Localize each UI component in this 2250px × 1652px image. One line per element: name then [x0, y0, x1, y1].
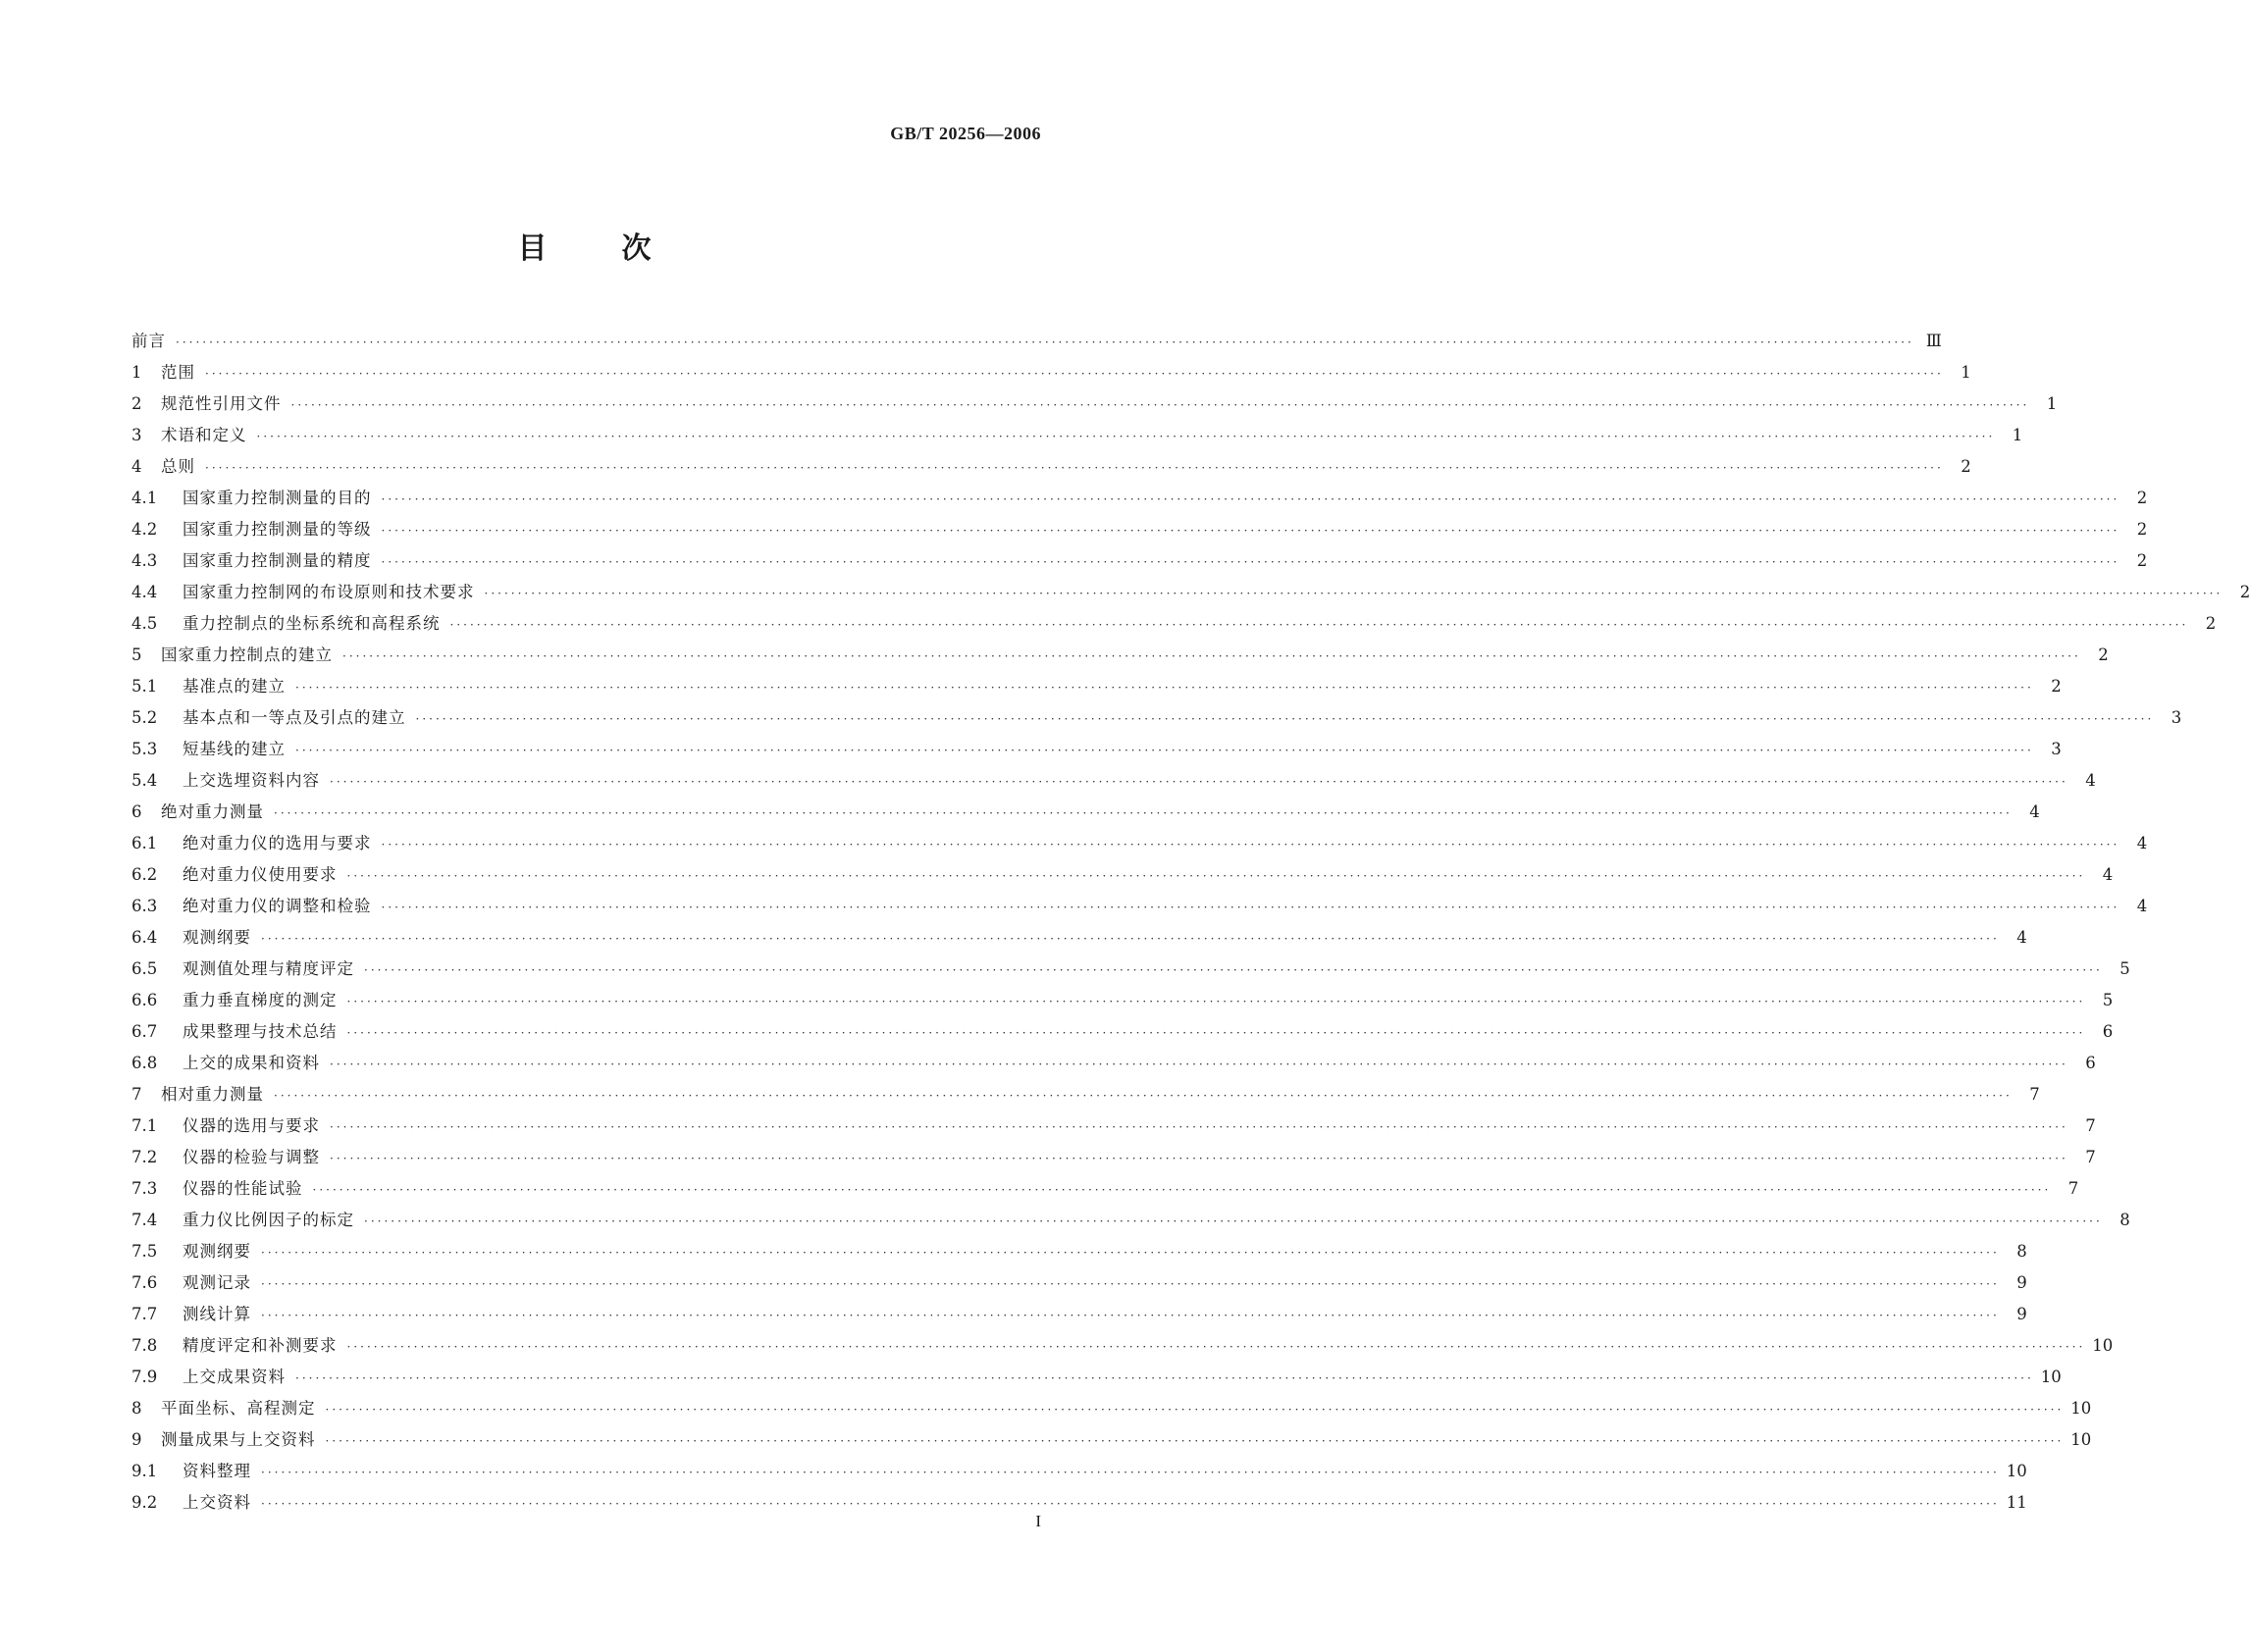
toc-entry-page: 6	[2102, 1022, 2114, 1041]
toc-entry[interactable]	[131, 1110, 2096, 1142]
toc-entry[interactable]	[131, 1236, 2027, 1267]
toc-entry[interactable]	[131, 1048, 2096, 1079]
toc-dot-leader: ····································································································································································································································································	[295, 681, 2034, 695]
toc-entry-title: 仪器的选用与要求	[183, 1116, 320, 1135]
toc-dot-leader: ····································································································································································································································································	[290, 398, 2030, 412]
toc-entry-number: 6.6	[131, 991, 158, 1009]
toc-dot-leader: ····································································································································································································································································	[330, 1058, 2068, 1071]
toc-entry-number: 6.4	[131, 928, 158, 947]
toc-entry[interactable]	[131, 734, 2062, 765]
toc-entry-number: 6.2	[131, 865, 158, 884]
toc-entry-page: 4	[2102, 865, 2114, 884]
toc-dot-leader: ····································································································································································································································································	[346, 869, 2086, 883]
toc-entry-page: 3	[2051, 740, 2062, 758]
toc-entry-title: 上交资料	[183, 1493, 251, 1512]
toc-entry-number: 9.1	[131, 1462, 158, 1480]
page-title	[0, 224, 1169, 267]
toc-entry[interactable]	[131, 326, 1942, 357]
toc-dot-leader: ····································································································································································································································································	[261, 1246, 2000, 1260]
toc-entry[interactable]	[131, 357, 1971, 388]
toc-entry-title: 短基线的建立	[183, 740, 286, 758]
toc-entry-title: 前言	[131, 332, 166, 350]
toc-entry-number: 5.3	[131, 740, 158, 758]
toc-entry[interactable]	[131, 545, 2148, 577]
toc-entry-page: 8	[2119, 1211, 2130, 1229]
toc-entry-page: 2	[2136, 520, 2148, 539]
toc-entry-page: 6	[2085, 1054, 2096, 1072]
toc-dot-leader: ····································································································································································································································································	[312, 1183, 2052, 1197]
toc-entry-page: 9	[2016, 1273, 2027, 1292]
toc-entry-title: 观测纲要	[183, 1242, 251, 1261]
toc-entry-page: 4	[2085, 771, 2096, 790]
toc-dot-leader: ····································································································································································································································································	[261, 932, 2000, 946]
toc-entry-page: 2	[2051, 677, 2062, 696]
toc-entry-number: 6.1	[131, 834, 158, 852]
toc-entry-number: 6	[131, 802, 142, 821]
toc-entry-title: 基本点和一等点及引点的建立	[183, 708, 406, 727]
toc-dot-leader: ····································································································································································································································································	[325, 1434, 2065, 1448]
toc-dot-leader: ····································································································································································································································································	[256, 430, 1996, 443]
toc-entry-title: 资料整理	[183, 1462, 251, 1480]
toc-entry[interactable]	[131, 765, 2096, 797]
toc-dot-leader: ····································································································································································································································································	[381, 524, 2120, 538]
toc-entry-number: 6.7	[131, 1022, 158, 1041]
toc-entry-title: 成果整理与技术总结	[183, 1022, 338, 1041]
toc-entry-title: 重力仪比例因子的标定	[183, 1211, 354, 1229]
toc-entry-number: 9	[131, 1430, 142, 1449]
toc-entry-number: 4.3	[131, 551, 158, 570]
toc-entry[interactable]	[131, 828, 2148, 859]
toc-entry[interactable]	[131, 1456, 2027, 1487]
toc-entry-page: 5	[2119, 959, 2130, 978]
toc-entry-number: 7.5	[131, 1242, 158, 1261]
toc-entry-page: 10	[2070, 1399, 2092, 1418]
toc-entry-page: 10	[2070, 1430, 2092, 1449]
toc-entry-number: 6.5	[131, 959, 158, 978]
toc-dot-leader: ····································································································································································································································································	[346, 1026, 2086, 1040]
toc-dot-leader: ····································································································································································································································································	[261, 1466, 2000, 1479]
toc-entry[interactable]	[131, 451, 1971, 483]
toc-entry-title: 观测记录	[183, 1273, 251, 1292]
toc-entry-title: 平面坐标、高程测定	[161, 1399, 316, 1418]
toc-entry[interactable]	[131, 1487, 2027, 1519]
toc-entry-title: 相对重力测量	[161, 1085, 264, 1104]
toc-entry[interactable]	[131, 891, 2148, 922]
toc-entry-number: 7	[131, 1085, 142, 1104]
toc-entry-title: 观测值处理与精度评定	[183, 959, 354, 978]
toc-dot-leader: ····································································································································································································································································	[274, 806, 2013, 820]
toc-entry-number: 5	[131, 645, 142, 664]
toc-entry-page: 7	[2067, 1179, 2079, 1198]
toc-entry-title: 国家重力控制测量的等级	[183, 520, 372, 539]
toc-entry-title: 观测纲要	[183, 928, 251, 947]
toc-entry-title: 国家重力控制测量的精度	[183, 551, 372, 570]
toc-entry[interactable]	[131, 1393, 2092, 1424]
toc-entry-page: 11	[2006, 1493, 2027, 1512]
toc-entry-number: 7.3	[131, 1179, 158, 1198]
toc-entry[interactable]	[131, 922, 2027, 954]
toc-entry[interactable]	[131, 1016, 2114, 1048]
toc-entry-page: 2	[2205, 614, 2217, 633]
toc-entry-page: 8	[2016, 1242, 2027, 1261]
toc-entry-number: 5.4	[131, 771, 158, 790]
toc-entry-number: 9.2	[131, 1493, 158, 1512]
toc-entry-page: 10	[2092, 1336, 2114, 1355]
toc-entry-title: 国家重力控制网的布设原则和技术要求	[183, 583, 475, 601]
toc-entry-title: 术语和定义	[161, 426, 247, 444]
toc-dot-leader: ····································································································································································································································································	[330, 1120, 2068, 1134]
toc-entry-page: 2	[2239, 583, 2250, 601]
toc-dot-leader: ····································································································································································································································································	[346, 1340, 2086, 1354]
toc-entry[interactable]	[131, 1142, 2096, 1173]
toc-entry-title: 国家重力控制点的建立	[161, 645, 333, 664]
toc-entry-page: 4	[2136, 897, 2148, 915]
toc-entry-title: 仪器的检验与调整	[183, 1148, 320, 1166]
toc-entry-page: 4	[2136, 834, 2148, 852]
toc-entry[interactable]	[131, 1362, 2062, 1393]
toc-entry-page: 9	[2016, 1305, 2027, 1323]
toc-entry-number: 2	[131, 394, 142, 413]
toc-entry-title: 绝对重力仪的调整和检验	[183, 897, 372, 915]
toc-entry-number: 8	[131, 1399, 142, 1418]
toc-dot-leader: ····································································································································································································································································	[381, 492, 2120, 506]
toc-entry-number: 5.1	[131, 677, 158, 696]
toc-entry[interactable]	[131, 608, 2217, 640]
toc-entry-title: 上交的成果和资料	[183, 1054, 320, 1072]
toc-entry-page: 1	[2012, 426, 2023, 444]
toc-entry-number: 1	[131, 363, 142, 382]
toc-entry[interactable]	[131, 1424, 2092, 1456]
toc-entry-page: 3	[2171, 708, 2182, 727]
toc-dot-leader: ····································································································································································································································································	[261, 1277, 2000, 1291]
toc-entry-number: 7.2	[131, 1148, 158, 1166]
toc-entry-page: 10	[2006, 1462, 2027, 1480]
page-title-char: 目	[517, 232, 548, 266]
toc-entry[interactable]	[131, 671, 2062, 702]
toc-entry-page: 4	[2029, 802, 2040, 821]
toc-dot-leader: ····································································································································································································································································	[176, 336, 1914, 349]
toc-entry-title: 绝对重力仪的选用与要求	[183, 834, 372, 852]
toc-dot-leader: ····································································································································································································································································	[205, 461, 1944, 475]
toc-entry-title: 精度评定和补测要求	[183, 1336, 338, 1355]
toc-entry-number: 7.1	[131, 1116, 158, 1135]
toc-entry-page: 1	[2046, 394, 2058, 413]
toc-entry[interactable]	[131, 1079, 2040, 1110]
toc-dot-leader: ····································································································································································································································································	[364, 963, 2103, 977]
toc-entry-page: 2	[1961, 457, 1971, 476]
toc-entry[interactable]	[131, 640, 2109, 671]
toc-entry[interactable]	[131, 954, 2130, 985]
toc-dot-leader: ····································································································································································································································································	[261, 1497, 2000, 1511]
toc-entry-number: 7.9	[131, 1368, 158, 1386]
toc-entry-page: 7	[2085, 1148, 2096, 1166]
toc-entry-title: 仪器的性能试验	[183, 1179, 303, 1198]
toc-entry-page: 2	[2098, 645, 2109, 664]
toc-entry[interactable]	[131, 388, 2058, 420]
toc-dot-leader: ····································································································································································································································································	[295, 744, 2034, 757]
toc-entry[interactable]	[131, 1299, 2027, 1330]
toc-entry[interactable]	[131, 1205, 2130, 1236]
toc-entry-page: Ⅲ	[1925, 332, 1942, 350]
toc-entry-number: 7.6	[131, 1273, 158, 1292]
toc-entry[interactable]	[131, 577, 2250, 608]
toc-entry-number: 4.2	[131, 520, 158, 539]
toc-dot-leader: ····································································································································································································································································	[325, 1403, 2065, 1417]
toc-entry-title: 规范性引用文件	[161, 394, 282, 413]
toc-entry-title: 国家重力控制测量的目的	[183, 489, 372, 507]
toc-entry-title: 上交选埋资料内容	[183, 771, 320, 790]
toc-entry-page: 5	[2102, 991, 2114, 1009]
page-title-char: 次	[621, 232, 652, 266]
toc-entry-title: 重力垂直梯度的测定	[183, 991, 338, 1009]
toc-entry-title: 基准点的建立	[183, 677, 286, 696]
toc-dot-leader: ····································································································································································································································································	[295, 1371, 2034, 1385]
toc-entry-title: 绝对重力测量	[161, 802, 264, 821]
toc-entry-number: 6.8	[131, 1054, 158, 1072]
toc-entry-page: 2	[2136, 551, 2148, 570]
toc-entry-number: 7.8	[131, 1336, 158, 1355]
toc-entry-title: 重力控制点的坐标系统和高程系统	[183, 614, 441, 633]
toc-entry-page: 7	[2029, 1085, 2040, 1104]
toc-dot-leader: ····································································································································································································································································	[415, 712, 2155, 726]
toc-dot-leader: ····································································································································································································································································	[342, 649, 2081, 663]
toc-entry[interactable]	[131, 1173, 2079, 1205]
toc-entry-number: 5.2	[131, 708, 158, 727]
toc-entry[interactable]	[131, 514, 2148, 545]
toc-entry[interactable]	[131, 985, 2114, 1016]
toc-dot-leader: ····································································································································································································································································	[330, 1152, 2068, 1165]
standard-number: GB/T 20256—2006	[890, 124, 1041, 143]
toc-dot-leader: ····································································································································································································································································	[381, 555, 2120, 569]
page-folio: I	[1035, 1512, 1041, 1530]
toc-entry-title: 测线计算	[183, 1305, 251, 1323]
toc-entry-title: 测量成果与上交资料	[161, 1430, 316, 1449]
toc-dot-leader: ····································································································································································································································································	[261, 1309, 2000, 1322]
toc-dot-leader: ····································································································································································································································································	[381, 838, 2120, 852]
toc-entry[interactable]	[131, 420, 2023, 451]
toc-entry-title: 范围	[161, 363, 195, 382]
toc-dot-leader: ····································································································································································································································································	[346, 995, 2086, 1008]
toc-entry-title: 绝对重力仪使用要求	[183, 865, 338, 884]
toc-dot-leader: ····································································································································································································································································	[205, 367, 1944, 381]
toc-entry[interactable]	[131, 859, 2114, 891]
table-of-contents	[131, 326, 2250, 1519]
toc-entry-number: 4.4	[131, 583, 158, 601]
toc-entry-page: 10	[2040, 1368, 2062, 1386]
toc-entry-page: 1	[1961, 363, 1971, 382]
toc-entry-title: 总则	[161, 457, 195, 476]
toc-dot-leader: ····································································································································································································································································	[449, 618, 2189, 632]
toc-entry-number: 4	[131, 457, 142, 476]
toc-entry-number: 3	[131, 426, 142, 444]
toc-entry-number: 7.7	[131, 1305, 158, 1323]
toc-entry-page: 7	[2085, 1116, 2096, 1135]
toc-entry-number: 7.4	[131, 1211, 158, 1229]
toc-entry[interactable]	[131, 797, 2040, 828]
toc-entry[interactable]	[131, 1267, 2027, 1299]
toc-entry-page: 2	[2136, 489, 2148, 507]
toc-entry-number: 6.3	[131, 897, 158, 915]
toc-dot-leader: ····································································································································································································································································	[484, 587, 2224, 600]
toc-dot-leader: ····································································································································································································································································	[330, 775, 2068, 789]
toc-entry[interactable]	[131, 702, 2182, 734]
toc-dot-leader: ····································································································································································································································································	[274, 1089, 2013, 1103]
toc-entry-page: 4	[2016, 928, 2027, 947]
toc-entry-number: 4.5	[131, 614, 158, 633]
toc-entry[interactable]	[131, 1330, 2114, 1362]
toc-entry-number: 4.1	[131, 489, 158, 507]
toc-entry[interactable]	[131, 483, 2148, 514]
toc-entry-title: 上交成果资料	[183, 1368, 286, 1386]
toc-dot-leader: ····································································································································································································································································	[381, 901, 2120, 914]
toc-dot-leader: ····································································································································································································································································	[364, 1214, 2103, 1228]
